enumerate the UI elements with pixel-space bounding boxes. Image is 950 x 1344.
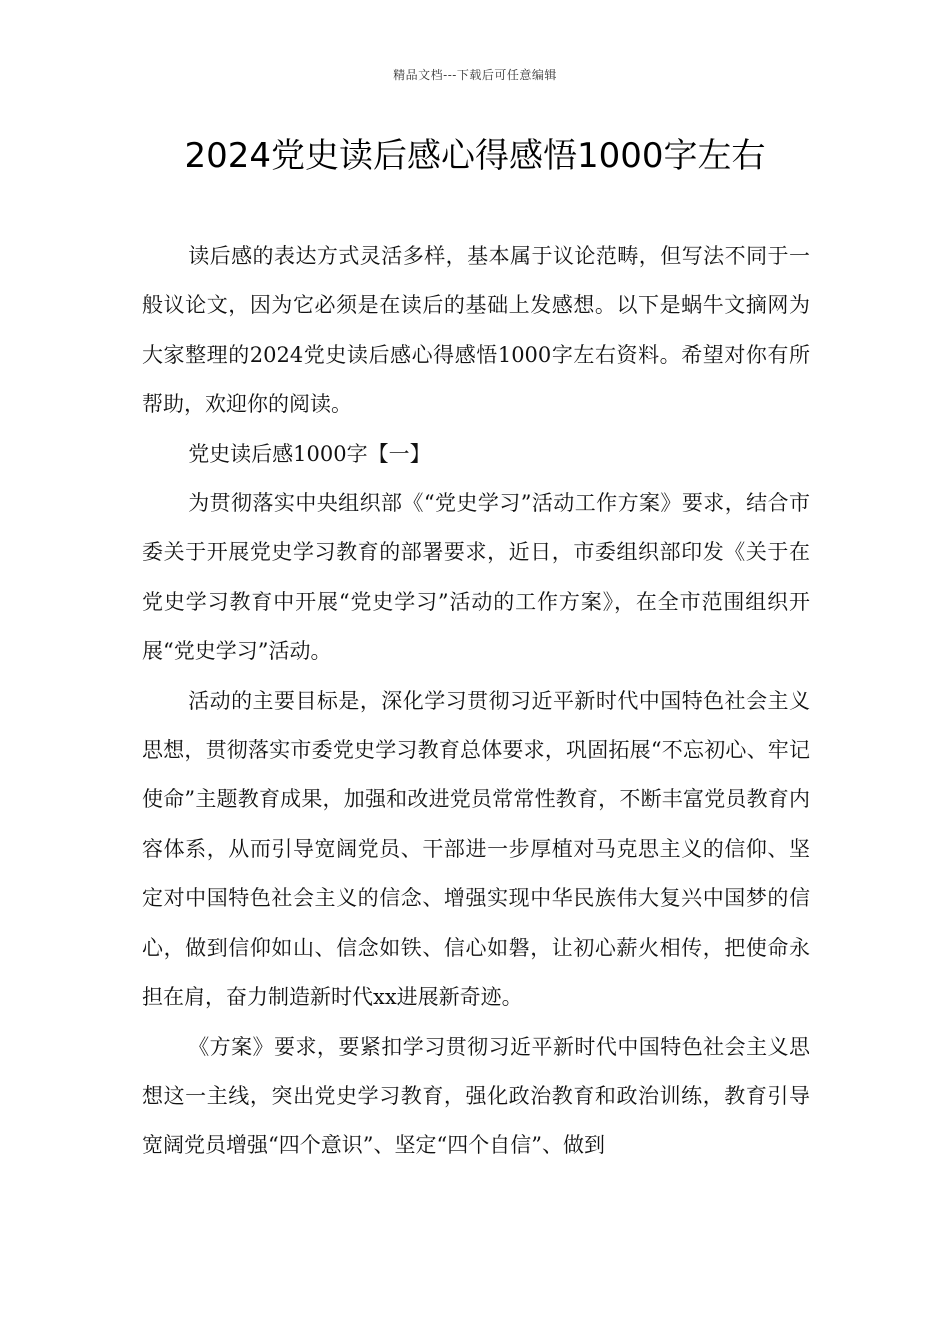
paragraph-intro: 读后感的表达方式灵活多样，基本属于议论范畴，但写法不同于一般议论文，因为它必须是在读后的基础上发感想。以下是蜗牛文摘网为大家整理的2024党史读后感心得感悟1000字左右资料。希望对你有所帮助，欢迎你的阅读。 [142,244,810,417]
paragraph: 《方案》要求，要紧扣学习贯彻习近平新时代中国特色社会主义思想这一主线，突出党史学习教育，强化政治教育和政治训练，教育引导宽阔党员增强“四个意识”、坚定“四个自信”、做到 [142,1034,810,1158]
document-title: 2024党史读后感心得感悟1000字左右 [184,136,766,176]
paragraph: 活动的主要目标是，深化学习贯彻习近平新时代中国特色社会主义思想，贯彻落实市委党史学习教育总体要求，巩固拓展“不忘初心、牢记使命”主题教育成果，加强和改进党员常常性教育，不断丰富党员教育内容体系，从而引导宽阔党员、干部进一步厚植对马克思主义的信仰、坚定对中国特色社会主义的信念、增强实现中华民族伟大复兴中国梦的信心，做到信仰如山、信念如铁、信心如磐，让初心薪火相传，把使命永担在肩，奋力制造新时代xx进展新奇迹。 [142,688,810,1010]
header-note: 精品文档---下载后可任意编辑 [393,68,557,82]
document-body [142,232,810,1171]
section-heading: 党史读后感1000字【一】 [188,441,431,466]
paragraph: 为贯彻落实中央组织部《“党史学习”活动工作方案》要求，结合市委关于开展党史学习教育的部署要求，近日，市委组织部印发《关于在党史学习教育中开展“党史学习”活动的工作方案》，在全市范围组织开展“党史学习”活动。 [142,491,810,664]
